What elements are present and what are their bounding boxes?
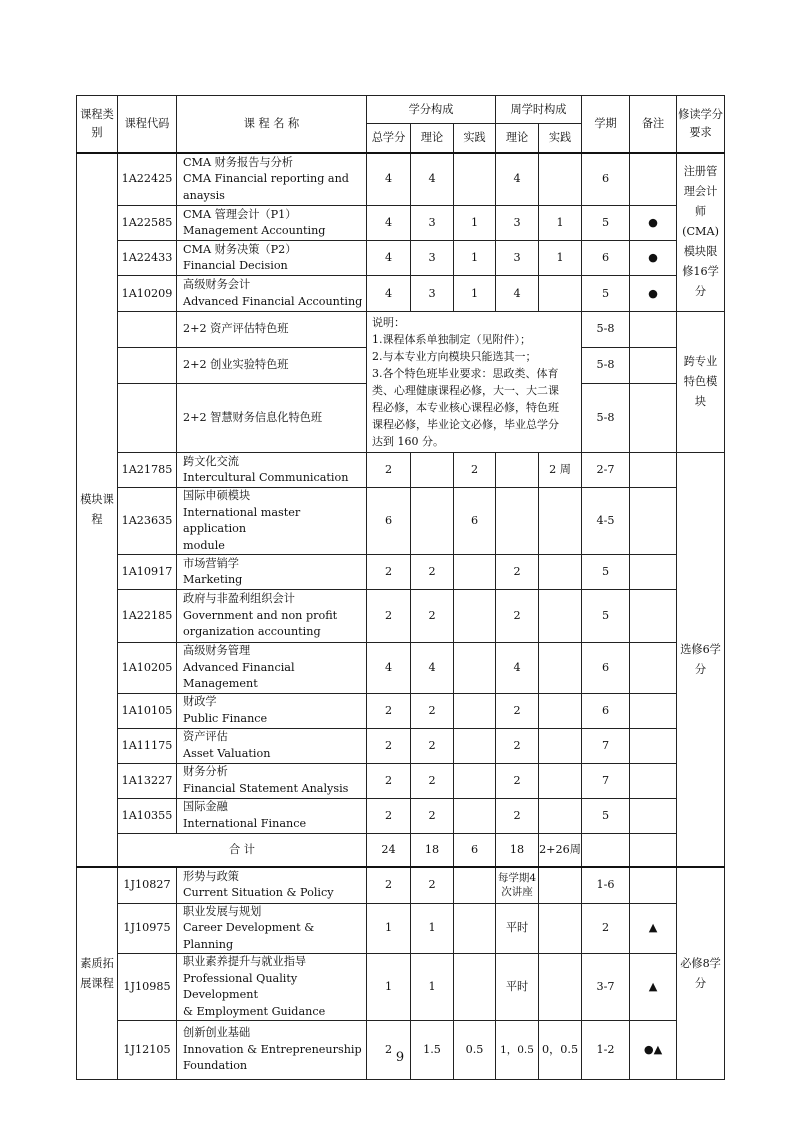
course-name-en: Advanced Financial Accounting bbox=[183, 294, 363, 308]
course-name-en-cont: & Employment Guidance bbox=[183, 1004, 326, 1018]
course-name-cn: 创新创业基础 bbox=[183, 1026, 251, 1040]
course-name-cn: 资产评估 bbox=[183, 730, 228, 743]
course-remark bbox=[630, 312, 677, 348]
total-semester bbox=[582, 833, 630, 867]
course-h-theory: 4 bbox=[496, 276, 539, 312]
category-quality: 素质拓展课程 bbox=[77, 867, 118, 1080]
course-code: 1J12105 bbox=[118, 1021, 177, 1080]
course-semester: 5 bbox=[582, 276, 630, 312]
course-code: 1A10917 bbox=[118, 555, 177, 590]
course-h-practice bbox=[539, 867, 582, 903]
course-total: 2 bbox=[367, 728, 411, 763]
course-total: 2 bbox=[367, 555, 411, 590]
course-practice: 6 bbox=[454, 488, 496, 555]
course-practice bbox=[454, 728, 496, 763]
course-name-cn: 职业素养提升与就业指导 bbox=[183, 955, 307, 968]
course-practice: 1 bbox=[454, 206, 496, 241]
total-total: 24 bbox=[367, 833, 411, 867]
course-theory: 4 bbox=[411, 643, 454, 694]
course-remark bbox=[630, 643, 677, 694]
course-remark bbox=[630, 383, 677, 452]
requirement-special: 跨专业特色模块 bbox=[677, 312, 725, 453]
course-theory: 3 bbox=[411, 241, 454, 276]
course-code: 1A10209 bbox=[118, 276, 177, 312]
course-semester: 5-8 bbox=[582, 347, 630, 383]
total-remark bbox=[630, 833, 677, 867]
course-practice: 0.5 bbox=[454, 1021, 496, 1080]
table-row bbox=[77, 555, 725, 590]
header-remark: 备注 bbox=[630, 96, 677, 153]
table-row bbox=[77, 728, 725, 763]
course-remark bbox=[630, 867, 677, 903]
course-h-practice bbox=[539, 954, 582, 1021]
course-theory: 3 bbox=[411, 276, 454, 312]
course-code: 1A21785 bbox=[118, 453, 177, 488]
course-name bbox=[177, 798, 367, 833]
course-total: 2 bbox=[367, 1021, 411, 1080]
course-remark bbox=[630, 453, 677, 488]
table-row bbox=[77, 312, 725, 348]
header-hours-theory: 理论 bbox=[496, 124, 539, 153]
course-theory: 1.5 bbox=[411, 1021, 454, 1080]
course-h-practice bbox=[539, 590, 582, 643]
course-name-en: Innovation & Entrepreneurship bbox=[183, 1042, 362, 1056]
total-h-theory: 18 bbox=[496, 833, 539, 867]
course-total: 2 bbox=[367, 867, 411, 903]
course-code: 1A10105 bbox=[118, 693, 177, 728]
course-name bbox=[177, 555, 367, 590]
course-remark: ● bbox=[630, 241, 677, 276]
course-practice: 2 bbox=[454, 453, 496, 488]
course-semester: 1-6 bbox=[582, 867, 630, 903]
course-h-practice: 1 bbox=[539, 241, 582, 276]
header-code: 课程代码 bbox=[118, 96, 177, 153]
course-theory: 3 bbox=[411, 206, 454, 241]
course-total: 2 bbox=[367, 693, 411, 728]
course-semester: 5 bbox=[582, 206, 630, 241]
course-name-en: Marketing bbox=[183, 573, 243, 586]
course-h-theory: 平时 bbox=[496, 903, 539, 954]
course-name-cn: 跨文化交流 bbox=[183, 454, 239, 468]
course-code: 1A22585 bbox=[118, 206, 177, 241]
requirement-cma: 注册管理会计师(CMA)模块限修16学分 bbox=[677, 153, 725, 312]
course-remark bbox=[630, 488, 677, 555]
category-module: 模块课程 bbox=[77, 153, 118, 868]
course-theory: 2 bbox=[411, 555, 454, 590]
course-code: 1A22185 bbox=[118, 590, 177, 643]
table-row bbox=[77, 867, 725, 903]
course-remark: ▲ bbox=[630, 903, 677, 954]
course-h-practice bbox=[539, 798, 582, 833]
page-number: 9 bbox=[395, 1050, 405, 1065]
course-h-theory bbox=[496, 488, 539, 555]
course-theory: 1 bbox=[411, 954, 454, 1021]
course-total: 1 bbox=[367, 954, 411, 1021]
course-total: 2 bbox=[367, 590, 411, 643]
course-name bbox=[177, 241, 367, 276]
course-total: 4 bbox=[367, 241, 411, 276]
course-semester: 6 bbox=[582, 693, 630, 728]
course-name bbox=[177, 488, 367, 555]
course-name bbox=[177, 276, 367, 312]
course-h-practice bbox=[539, 763, 582, 798]
course-remark: ▲ bbox=[630, 954, 677, 1021]
table-row bbox=[77, 903, 725, 954]
table-row bbox=[77, 693, 725, 728]
course-total: 2 bbox=[367, 763, 411, 798]
course-h-theory: 3 bbox=[496, 241, 539, 276]
course-remark: ● bbox=[630, 206, 677, 241]
course-remark bbox=[630, 728, 677, 763]
course-remark bbox=[630, 798, 677, 833]
course-practice bbox=[454, 643, 496, 694]
header-requirement: 修读学分要求 bbox=[677, 96, 725, 153]
course-practice bbox=[454, 555, 496, 590]
special-class-name: 2+2 创业实验特色班 bbox=[177, 347, 367, 383]
curriculum-table bbox=[76, 95, 725, 1080]
course-name-en: Government and non profit bbox=[183, 608, 338, 622]
course-h-practice bbox=[539, 693, 582, 728]
note-line: 1.课程体系单独制定（见附件）； bbox=[372, 333, 531, 346]
course-name-cn: 高级财务会计 bbox=[183, 278, 251, 291]
course-code bbox=[118, 347, 177, 383]
course-name-cn: 政府与非盈利组织会计 bbox=[183, 592, 295, 606]
course-h-practice bbox=[539, 555, 582, 590]
course-practice bbox=[454, 590, 496, 643]
course-remark bbox=[630, 590, 677, 643]
course-name bbox=[177, 728, 367, 763]
header-hours-practice: 实践 bbox=[539, 124, 582, 153]
course-name bbox=[177, 867, 367, 903]
course-name-en: Management Accounting bbox=[183, 224, 326, 237]
course-name-cn: CMA 财务报告与分析 bbox=[183, 155, 293, 169]
course-name bbox=[177, 590, 367, 643]
course-name bbox=[177, 643, 367, 694]
course-h-practice: 0，0.5 bbox=[539, 1021, 582, 1080]
course-total: 4 bbox=[367, 276, 411, 312]
course-total: 4 bbox=[367, 153, 411, 206]
course-name bbox=[177, 693, 367, 728]
course-h-practice bbox=[539, 153, 582, 206]
course-practice bbox=[454, 763, 496, 798]
course-name-en-cont: Foundation bbox=[183, 1059, 248, 1073]
course-code bbox=[118, 383, 177, 452]
course-h-theory: 平时 bbox=[496, 954, 539, 1021]
course-remark: ● bbox=[630, 276, 677, 312]
note-line: 课程必修，毕业论文必修，毕业总学分 bbox=[372, 418, 559, 431]
course-remark bbox=[630, 153, 677, 206]
course-name-cn: 国际申硕模块 bbox=[183, 489, 251, 502]
header-semester: 学期 bbox=[582, 96, 630, 153]
course-code: 1A13227 bbox=[118, 763, 177, 798]
course-h-theory: 2 bbox=[496, 693, 539, 728]
course-semester: 5 bbox=[582, 555, 630, 590]
header-credit-theory: 理论 bbox=[411, 124, 454, 153]
course-total: 4 bbox=[367, 206, 411, 241]
course-h-theory: 1，0.5 bbox=[496, 1021, 539, 1080]
course-name-cn: CMA 财务决策（P2） bbox=[183, 242, 297, 256]
course-name-en: Asset Valuation bbox=[183, 746, 271, 760]
table-row bbox=[77, 453, 725, 488]
course-name-cn: 职业发展与规划 bbox=[183, 904, 262, 918]
course-code: 1A11175 bbox=[118, 728, 177, 763]
course-h-practice bbox=[539, 728, 582, 763]
course-remark bbox=[630, 693, 677, 728]
table-row bbox=[77, 206, 725, 241]
course-total: 2 bbox=[367, 453, 411, 488]
header-credit-practice: 实践 bbox=[454, 124, 496, 153]
course-practice bbox=[454, 798, 496, 833]
course-code: 1A10205 bbox=[118, 643, 177, 694]
course-name-cn: 财政学 bbox=[183, 695, 217, 708]
course-h-practice: 1 bbox=[539, 206, 582, 241]
special-class-name: 2+2 资产评估特色班 bbox=[177, 312, 367, 348]
course-semester: 6 bbox=[582, 153, 630, 206]
special-class-note bbox=[367, 312, 582, 453]
course-semester: 7 bbox=[582, 763, 630, 798]
course-h-practice bbox=[539, 276, 582, 312]
note-line: 说明： bbox=[372, 316, 405, 329]
course-name-en: Career Development & Planning bbox=[183, 921, 315, 951]
course-practice bbox=[454, 153, 496, 206]
course-remark bbox=[630, 555, 677, 590]
course-theory: 4 bbox=[411, 153, 454, 206]
requirement-quality: 必修8学分 bbox=[677, 867, 725, 1080]
course-h-practice bbox=[539, 643, 582, 694]
table-row bbox=[77, 643, 725, 694]
course-name-cn: 国际金融 bbox=[183, 800, 228, 813]
total-theory: 18 bbox=[411, 833, 454, 867]
course-total: 2 bbox=[367, 798, 411, 833]
header-category: 课程类别 bbox=[77, 96, 118, 153]
course-h-theory: 2 bbox=[496, 555, 539, 590]
course-name-en: Financial Statement Analysis bbox=[183, 781, 349, 795]
course-semester: 6 bbox=[582, 643, 630, 694]
course-remark bbox=[630, 347, 677, 383]
course-name bbox=[177, 763, 367, 798]
course-semester: 1-2 bbox=[582, 1021, 630, 1080]
header-hours-group: 周学时构成 bbox=[496, 96, 582, 124]
course-practice: 1 bbox=[454, 276, 496, 312]
course-code: 1J10985 bbox=[118, 954, 177, 1021]
table-row bbox=[77, 590, 725, 643]
course-name-en: Financial Decision bbox=[183, 259, 288, 272]
note-line: 程必修，本专业核心课程必修，特色班 bbox=[372, 401, 559, 414]
course-semester: 5-8 bbox=[582, 383, 630, 452]
course-theory: 2 bbox=[411, 693, 454, 728]
course-name bbox=[177, 954, 367, 1021]
course-semester: 4-5 bbox=[582, 488, 630, 555]
course-name-en: CMA Financial reporting and anaysis bbox=[183, 172, 349, 202]
course-h-practice bbox=[539, 903, 582, 954]
course-name-en: Current Situation & Policy bbox=[183, 886, 334, 900]
course-semester: 5 bbox=[582, 798, 630, 833]
course-h-theory bbox=[496, 453, 539, 488]
total-label: 合 计 bbox=[118, 833, 367, 867]
course-semester: 2-7 bbox=[582, 453, 630, 488]
course-h-practice: 2 周 bbox=[539, 453, 582, 488]
course-code: 1J10975 bbox=[118, 903, 177, 954]
table-row bbox=[77, 153, 725, 206]
course-h-theory: 2 bbox=[496, 590, 539, 643]
header-credit-total: 总学分 bbox=[367, 124, 411, 153]
course-h-theory: 4 bbox=[496, 643, 539, 694]
course-theory: 2 bbox=[411, 728, 454, 763]
course-practice bbox=[454, 903, 496, 954]
course-code: 1A10355 bbox=[118, 798, 177, 833]
header-credit-group: 学分构成 bbox=[367, 96, 496, 124]
total-row bbox=[77, 833, 725, 867]
course-practice: 1 bbox=[454, 241, 496, 276]
course-theory: 2 bbox=[411, 867, 454, 903]
course-theory: 1 bbox=[411, 903, 454, 954]
course-h-theory: 2 bbox=[496, 763, 539, 798]
table-row bbox=[77, 763, 725, 798]
course-total: 6 bbox=[367, 488, 411, 555]
course-theory: 2 bbox=[411, 763, 454, 798]
course-name-en: Intercultural Communication bbox=[183, 471, 349, 484]
course-name-en-cont: module bbox=[183, 538, 225, 552]
course-code: 1A22425 bbox=[118, 153, 177, 206]
course-name bbox=[177, 153, 367, 206]
course-semester: 5-8 bbox=[582, 312, 630, 348]
course-total: 4 bbox=[367, 643, 411, 694]
total-h-practice: 2+26周 bbox=[539, 833, 582, 867]
course-name-en: Public Finance bbox=[183, 711, 268, 725]
course-h-theory: 每学期4次讲座 bbox=[496, 867, 539, 903]
course-name-cn: CMA 管理会计（P1） bbox=[183, 207, 297, 221]
course-remark: ●▲ bbox=[630, 1021, 677, 1080]
course-code bbox=[118, 312, 177, 348]
course-name-cn: 财务分析 bbox=[183, 765, 228, 778]
note-line: 3.各个特色班毕业要求：思政类、体育 bbox=[372, 367, 559, 380]
course-name bbox=[177, 206, 367, 241]
course-h-practice bbox=[539, 488, 582, 555]
special-class-name: 2+2 智慧财务信息化特色班 bbox=[177, 383, 367, 452]
note-line: 达到 160 分。 bbox=[372, 435, 444, 448]
course-h-theory: 3 bbox=[496, 206, 539, 241]
note-line: 类、心理健康课程必修，大一、大二课 bbox=[372, 384, 559, 397]
course-name-cn: 形势与政策 bbox=[183, 869, 239, 883]
course-name bbox=[177, 453, 367, 488]
course-semester: 5 bbox=[582, 590, 630, 643]
course-name-cn: 高级财务管理 bbox=[183, 644, 251, 657]
table-row bbox=[77, 954, 725, 1021]
course-remark bbox=[630, 763, 677, 798]
course-practice bbox=[454, 693, 496, 728]
course-semester: 2 bbox=[582, 903, 630, 954]
course-h-theory: 4 bbox=[496, 153, 539, 206]
course-practice bbox=[454, 867, 496, 903]
course-semester: 3-7 bbox=[582, 954, 630, 1021]
course-h-theory: 2 bbox=[496, 728, 539, 763]
table-row bbox=[77, 241, 725, 276]
course-name bbox=[177, 903, 367, 954]
note-line: 2.与本专业方向模块只能选其一； bbox=[372, 350, 537, 363]
course-name-en-cont: organization accounting bbox=[183, 625, 321, 639]
course-semester: 6 bbox=[582, 241, 630, 276]
course-name-en: International Finance bbox=[183, 816, 307, 830]
total-practice: 6 bbox=[454, 833, 496, 867]
table-row bbox=[77, 798, 725, 833]
course-practice bbox=[454, 954, 496, 1021]
header-course-name: 课 程 名 称 bbox=[177, 96, 367, 153]
course-semester: 7 bbox=[582, 728, 630, 763]
course-theory bbox=[411, 453, 454, 488]
course-total: 1 bbox=[367, 903, 411, 954]
course-theory bbox=[411, 488, 454, 555]
course-code: 1J10827 bbox=[118, 867, 177, 903]
course-name-en: Advanced Financial Management bbox=[183, 660, 295, 690]
course-name-cn: 市场营销学 bbox=[183, 556, 239, 570]
course-theory: 2 bbox=[411, 798, 454, 833]
course-theory: 2 bbox=[411, 590, 454, 643]
course-name-en: Professional Quality Development bbox=[183, 971, 298, 1001]
course-h-theory: 2 bbox=[496, 798, 539, 833]
requirement-elective: 选修6学分 bbox=[677, 453, 725, 868]
course-name-en: International master application bbox=[183, 505, 301, 535]
table-row bbox=[77, 276, 725, 312]
table-row bbox=[77, 488, 725, 555]
course-code: 1A23635 bbox=[118, 488, 177, 555]
course-code: 1A22433 bbox=[118, 241, 177, 276]
